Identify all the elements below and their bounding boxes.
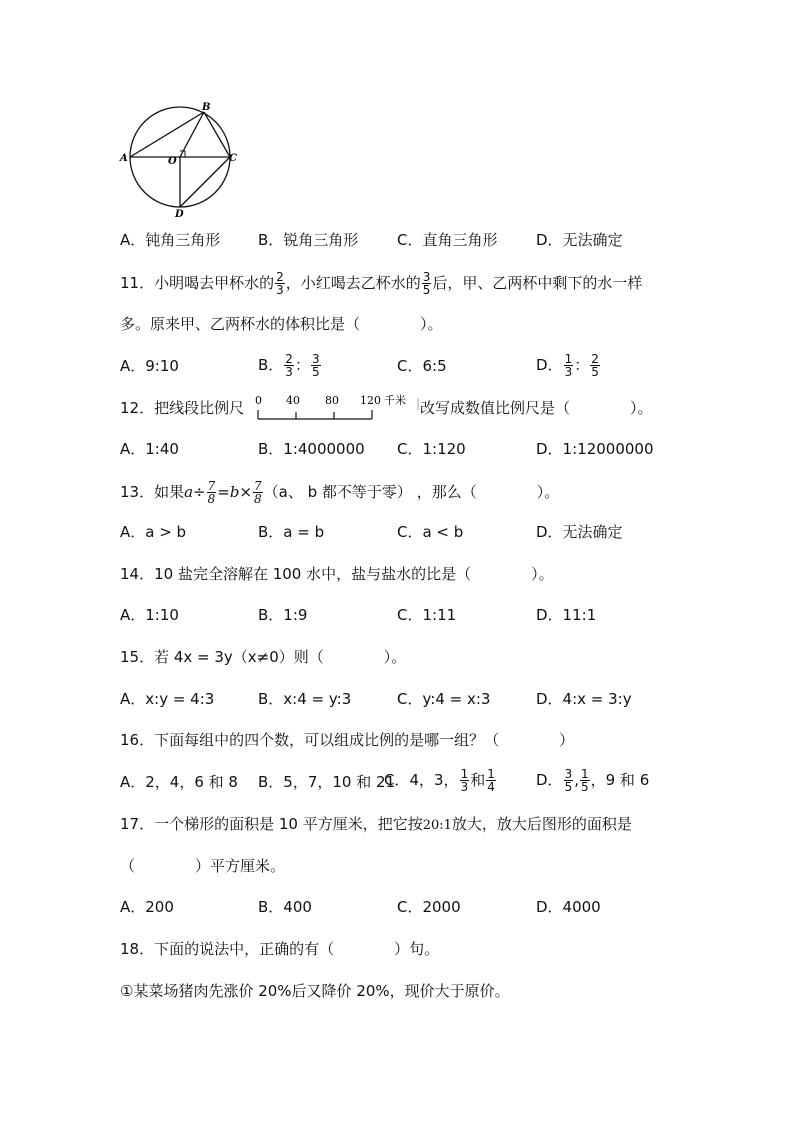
q12-suffix: 改写成数值比例尺是（ ）。 — [420, 399, 653, 417]
label-c: C — [229, 153, 237, 164]
q11-option-d: D． $\frac{1}{3}$ ： $\frac{2}{5}$ — [536, 352, 599, 379]
segment-ab — [130, 112, 204, 157]
q16-option-c: C．4，3， $\frac{1}{3}$ 和 $\frac{1}{4}$ — [384, 767, 495, 794]
q17-option-c: C．2000 — [397, 898, 461, 916]
q17-option-a: A．200 — [120, 898, 174, 916]
q15-option-c: C．y:4 = x:3 — [397, 690, 491, 708]
q14-option-b: B．1:9 — [258, 606, 308, 624]
q13-line: 13．如果a÷ $\frac{7}{8}$ =b× $\frac{7}{8}$ （a、 b 都不等于零） ，那么（ ）。 — [120, 479, 560, 506]
q13-option-c: C．a < b — [397, 523, 464, 541]
q12-scale-bar — [252, 390, 420, 424]
q13-option-a: A．a > b — [120, 523, 187, 541]
q11-text-part2: ，小红喝去乙杯水的 — [285, 274, 421, 292]
q16-text: 16．下面每组中的四个数，可以组成比例的是哪一组？（ ） — [120, 731, 575, 749]
q15-option-d: D．4:x = 3:y — [536, 690, 632, 708]
q18-text: 18．下面的说法中，正确的有（ ）句。 — [120, 940, 440, 958]
q11-option-a: A．9:10 — [120, 357, 179, 375]
svg-text:40: 40 — [286, 394, 300, 407]
q11-line1 — [120, 271, 642, 296]
q11-text-part3: 后，甲、乙两杯中剩下的水一样 — [432, 274, 643, 292]
label-a: A — [120, 153, 128, 164]
q13-option-d: D．无法确定 — [536, 523, 623, 541]
q10-option-d: D．无法确定 — [536, 231, 623, 249]
segment-dc — [180, 157, 230, 207]
q12-prefix: 12．把线段比例尺 — [120, 399, 245, 417]
q15-option-b: B．x:4 = y:3 — [258, 690, 352, 708]
q16-option-d: D． $\frac{3}{5}$ , $\frac{1}{5}$ ，9 和 6 — [536, 767, 650, 794]
q13-fraction-2: $\frac{7}{8}$ — [254, 479, 262, 506]
q14-option-a: A．1:10 — [120, 606, 179, 624]
q17-line2: （ ）平方厘米。 — [120, 857, 286, 875]
q11-line2: 多。原来甲、乙两杯水的体积比是（ ）。 — [120, 315, 443, 333]
q11-fraction-2: $\frac{3}{5}$ — [422, 270, 431, 297]
segment-bc — [204, 112, 230, 157]
q18-item-1: ①某菜场猪肉先涨价 20%后又降价 20%，现价大于原价。 — [120, 982, 510, 1000]
svg-text:80: 80 — [325, 394, 339, 407]
svg-text:0: 0 — [255, 394, 262, 407]
q10-option-c: C．直角三角形 — [397, 231, 498, 249]
q13-option-b: B．a = b — [258, 523, 325, 541]
label-d: D — [175, 209, 184, 220]
q17-option-d: D．4000 — [536, 898, 601, 916]
q16-option-a: A．2，4，6 和 8 — [120, 773, 238, 791]
circle-triangle-figure — [118, 100, 248, 220]
q11-option-b: B． $\frac{2}{3}$ ： $\frac{3}{5}$ — [258, 352, 320, 379]
q14-text: 14．10 盐完全溶解在 100 水中，盐与盐水的比是（ ）。 — [120, 565, 554, 583]
q14-option-d: D．11:1 — [536, 606, 597, 624]
q11-option-c: C．6:5 — [397, 357, 447, 375]
label-b: B — [202, 102, 211, 113]
q15-option-a: A．x:y = 4:3 — [120, 690, 215, 708]
q12-option-c: C．1:120 — [397, 440, 466, 458]
q14-option-c: C．1:11 — [397, 606, 457, 624]
svg-text:千米: 千米 — [384, 394, 406, 407]
q11-fraction-1: $\frac{2}{3}$ — [276, 270, 284, 297]
q12-option-b: B．1:4000000 — [258, 440, 365, 458]
q16-option-b: B．5，7，10 和 21 — [258, 773, 396, 791]
svg-text:120: 120 — [360, 394, 381, 407]
q17-option-b: B．400 — [258, 898, 312, 916]
q13-fraction-1: $\frac{7}{8}$ — [207, 479, 216, 506]
label-o: O — [168, 156, 177, 167]
q12-option-a: A．1:40 — [120, 440, 179, 458]
q11-text-part1: 11．小明喝去甲杯水的 — [120, 274, 275, 292]
q15-text: 15．若 4x = 3y（x≠0）则（ ）。 — [120, 648, 407, 666]
q17-line1: 17．一个梯形的面积是 10 平方厘米，把它按20:1放大，放大后图形的面积是 — [120, 815, 632, 833]
q10-option-b: B．锐角三角形 — [258, 231, 359, 249]
q12-option-d: D．1:12000000 — [536, 440, 654, 458]
q10-option-a: A．钝角三角形 — [120, 231, 221, 249]
